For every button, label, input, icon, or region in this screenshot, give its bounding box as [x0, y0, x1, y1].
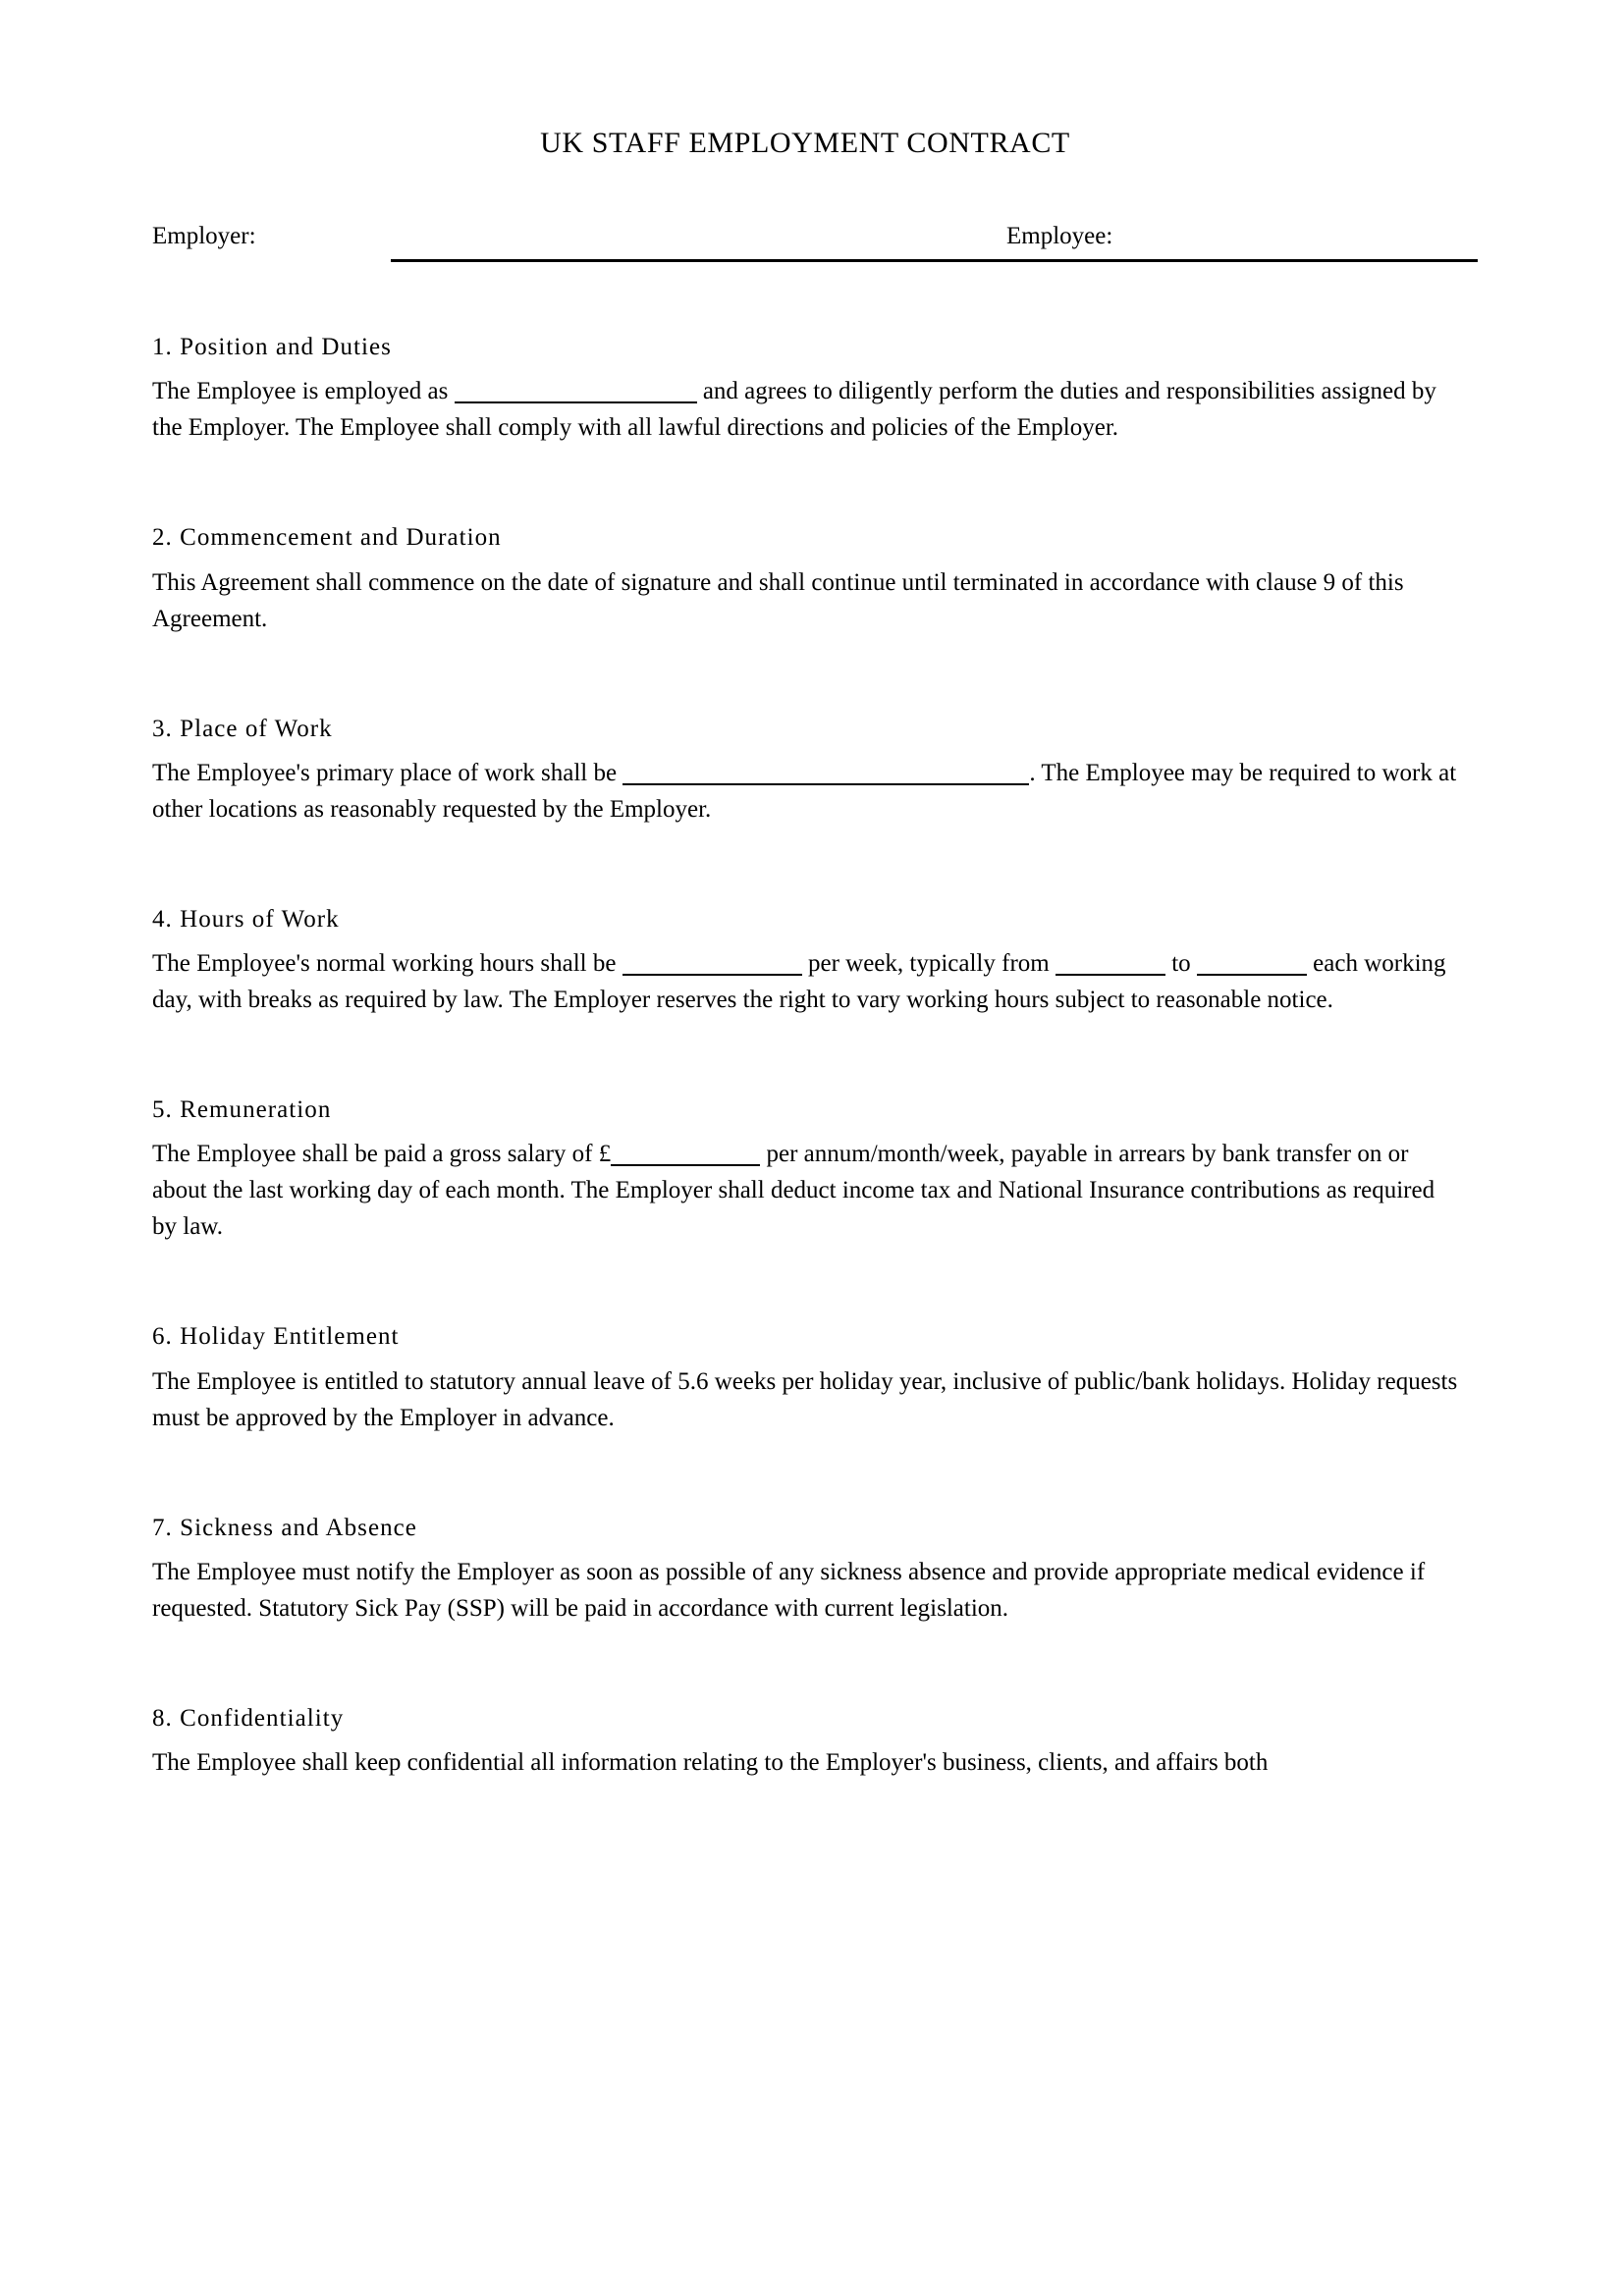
parties-row	[152, 222, 1458, 279]
section-body	[152, 373, 1458, 446]
section-text-part: The Employee is employed as	[152, 378, 455, 405]
section-heading: 8. Confidentiality	[152, 1704, 345, 1732]
section-text-part: per week, typically from	[801, 950, 1056, 977]
document-content	[152, 0, 1458, 1781]
section-body	[152, 755, 1458, 828]
section-text-part: The Employee must notify the Employer as soon as possible of any sickness absence and provide appropriate medical evidence if requested. Statutory Sick Pay (SSP) will be paid in accordance with current legislation.	[152, 1558, 1426, 1622]
section-hours-of-work	[152, 904, 1458, 1018]
section-remuneration	[152, 1095, 1458, 1245]
section-text-part: The Employee shall be paid a gross salary of £	[152, 1141, 612, 1168]
section-body	[152, 1136, 1458, 1245]
blank-field-start-time[interactable]	[1056, 974, 1165, 976]
section-position-and-duties	[152, 332, 1458, 446]
section-heading: 1. Position and Duties	[152, 334, 392, 360]
section-text-part: . The Employee may be required to work at other locations as reasonably requested by the Employer.	[152, 759, 1457, 823]
section-confidentiality	[152, 1703, 1458, 1781]
page-title: UK STAFF EMPLOYMENT CONTRACT	[540, 127, 1070, 159]
section-body	[152, 945, 1458, 1018]
section-text-part: The Employee is entitled to statutory annual leave of 5.6 weeks per holiday year, inclusive of public/bank holidays. Holiday requests must be approved by the Employer in advance.	[152, 1367, 1458, 1431]
section-heading: 7. Sickness and Absence	[152, 1514, 417, 1541]
section-text-part: The Employee shall keep confidential all information relating to the Employer's business, clients, and affairs both	[152, 1749, 1269, 1776]
section-text-part: each working day, with breaks as required by law. The Employer reserves the right to vary working hours subject to reasonable notice.	[152, 950, 1446, 1013]
section-body	[152, 1554, 1458, 1627]
section-heading: 2. Commencement and Duration	[152, 524, 502, 552]
blank-field-salary[interactable]	[611, 1164, 760, 1166]
employee-label: Employee:	[1006, 223, 1113, 249]
section-body	[152, 1363, 1458, 1436]
section-text-part: and agrees to diligently perform the duties and responsibilities assigned by the Employer. The Employee shall comply with all lawful directions and policies of the Employer.	[152, 378, 1436, 442]
blank-field-place-of-work[interactable]	[623, 783, 1029, 785]
section-text-part: to	[1164, 950, 1197, 977]
section-place-of-work	[152, 714, 1458, 828]
section-commencement-and-duration	[152, 522, 1458, 636]
section-holiday-entitlement	[152, 1321, 1458, 1435]
blank-field-position[interactable]	[455, 401, 697, 403]
section-heading: 5. Remuneration	[152, 1096, 332, 1123]
section-heading: 4. Hours of Work	[152, 905, 340, 933]
employer-label: Employer:	[152, 223, 256, 249]
section-text-part: This Agreement shall commence on the date of signature and shall continue until terminated in accordance with clause 9 of this Agreement.	[152, 568, 1404, 632]
section-text-part: The Employee's normal working hours shall be	[152, 950, 623, 977]
blank-field-hours-per-week[interactable]	[623, 974, 802, 976]
section-body	[152, 564, 1458, 637]
section-body	[152, 1744, 1458, 1781]
section-heading: 6. Holiday Entitlement	[152, 1323, 400, 1351]
section-text-part: per annum/month/week, payable in arrears by bank transfer on or about the last working day of each month. The Employer shall deduct income tax and National Insurance contributions as required by law.	[152, 1141, 1435, 1241]
section-heading: 3. Place of Work	[152, 715, 333, 742]
parties-signature-rule	[391, 259, 1478, 262]
section-sickness-and-absence	[152, 1513, 1458, 1627]
section-text-part: The Employee's primary place of work shall be	[152, 759, 623, 786]
blank-field-end-time[interactable]	[1197, 974, 1307, 976]
